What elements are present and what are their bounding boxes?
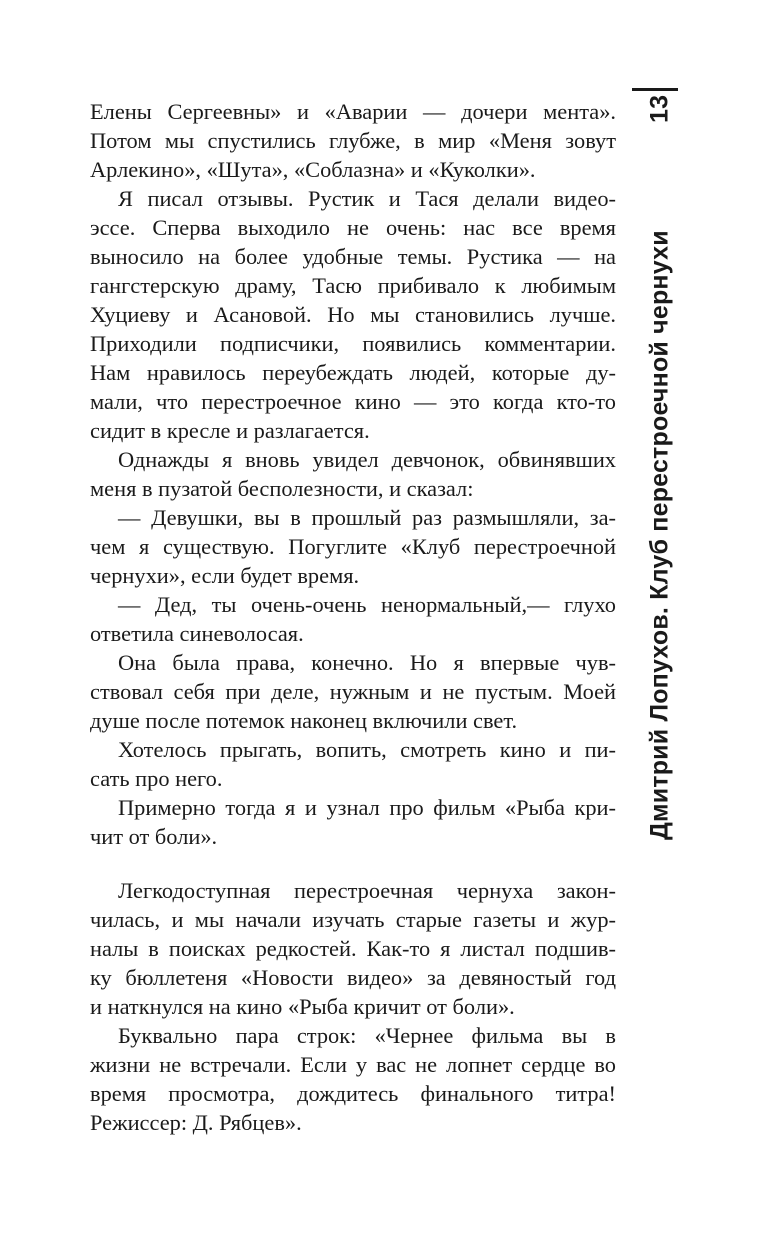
text-line: мали, что перестроечное кино — это когда кто-то	[90, 389, 616, 414]
text-line: ку бюллетеня «Новости видео» за девяностый год	[90, 965, 616, 990]
running-title: Дмитрий Лопухов. Клуб перестроечной чернухи	[645, 230, 674, 840]
text-line: душе после потемок наконец включили свет.	[90, 708, 518, 733]
text-line: чит от боли».	[90, 824, 218, 849]
text-line: Приходили подписчики, появились комментарии.	[90, 331, 616, 356]
main-text-section-2	[90, 876, 616, 1137]
text-line: Арлекино», «Шута», «Соблазна» и «Куколки».	[90, 157, 536, 182]
text-line: Хотелось прыгать, вопить, смотреть кино и пи-	[118, 737, 616, 762]
text-line: сидит в кресле и разлагается.	[90, 418, 370, 443]
text-line: жизни не встречали. Если у вас не лопнет сердце во	[90, 1052, 616, 1077]
text-line: чилась, и мы начали изучать старые газеты и жур-	[90, 907, 616, 932]
page-number: 13	[645, 95, 674, 124]
text-line: Потом мы спустились глубже, в мир «Меня зовут	[90, 128, 616, 153]
text-line: Хуциеву и Асановой. Но мы становились лучше.	[90, 302, 616, 327]
text-line: Буквально пара строк: «Чернее фильма вы в	[118, 1023, 616, 1048]
text-line: Я писал отзывы. Рустик и Тася делали видео-	[118, 186, 616, 211]
text-line: Режиссер: Д. Рябцев».	[90, 1110, 302, 1135]
text-line: Легкодоступная перестроечная чернуха закон-	[118, 878, 616, 903]
text-line: и наткнулся на кино «Рыба кричит от боли».	[90, 994, 515, 1019]
text-line: чем я существую. Погуглите «Клуб перестроечной	[90, 534, 616, 559]
text-line: меня в пузатой бесполезности, и сказал:	[90, 476, 474, 501]
running-header-rule	[632, 88, 678, 91]
text-line: налы в поисках редкостей. Как-то я листал подшив-	[90, 936, 616, 961]
text-line: эссе. Сперва выходило не очень: нас все время	[90, 215, 616, 240]
text-line: чернухи», если будет время.	[90, 563, 360, 588]
text-line: выносило на более удобные темы. Рустика — на	[90, 244, 616, 269]
text-line: Она была права, конечно. Но я впервые чув-	[118, 650, 616, 675]
text-line: гангстерскую драму, Тасю прибивало к любимым	[90, 273, 616, 298]
text-line: Нам нравилось переубеждать людей, которые ду-	[90, 360, 616, 385]
text-line: ответила синеволосая.	[90, 621, 304, 646]
text-line: — Девушки, вы в прошлый раз размышляли, за-	[118, 505, 616, 530]
main-text-section-1	[90, 97, 616, 851]
text-line: сать про него.	[90, 766, 223, 791]
text-line: — Дед, ты очень-очень ненормальный,— глухо	[118, 592, 616, 617]
running-header	[640, 95, 680, 840]
text-line: Елены Сергеевны» и «Аварии — дочери мента».	[90, 99, 616, 124]
text-line: ствовал себя при деле, нужным и не пустым. Моей	[90, 679, 616, 704]
text-line: Примерно тогда я и узнал про фильм «Рыба кри-	[118, 795, 616, 820]
text-line: Однажды я вновь увидел девчонок, обвинявших	[118, 447, 616, 472]
text-line: время просмотра, дождитесь финального титра!	[90, 1081, 616, 1106]
